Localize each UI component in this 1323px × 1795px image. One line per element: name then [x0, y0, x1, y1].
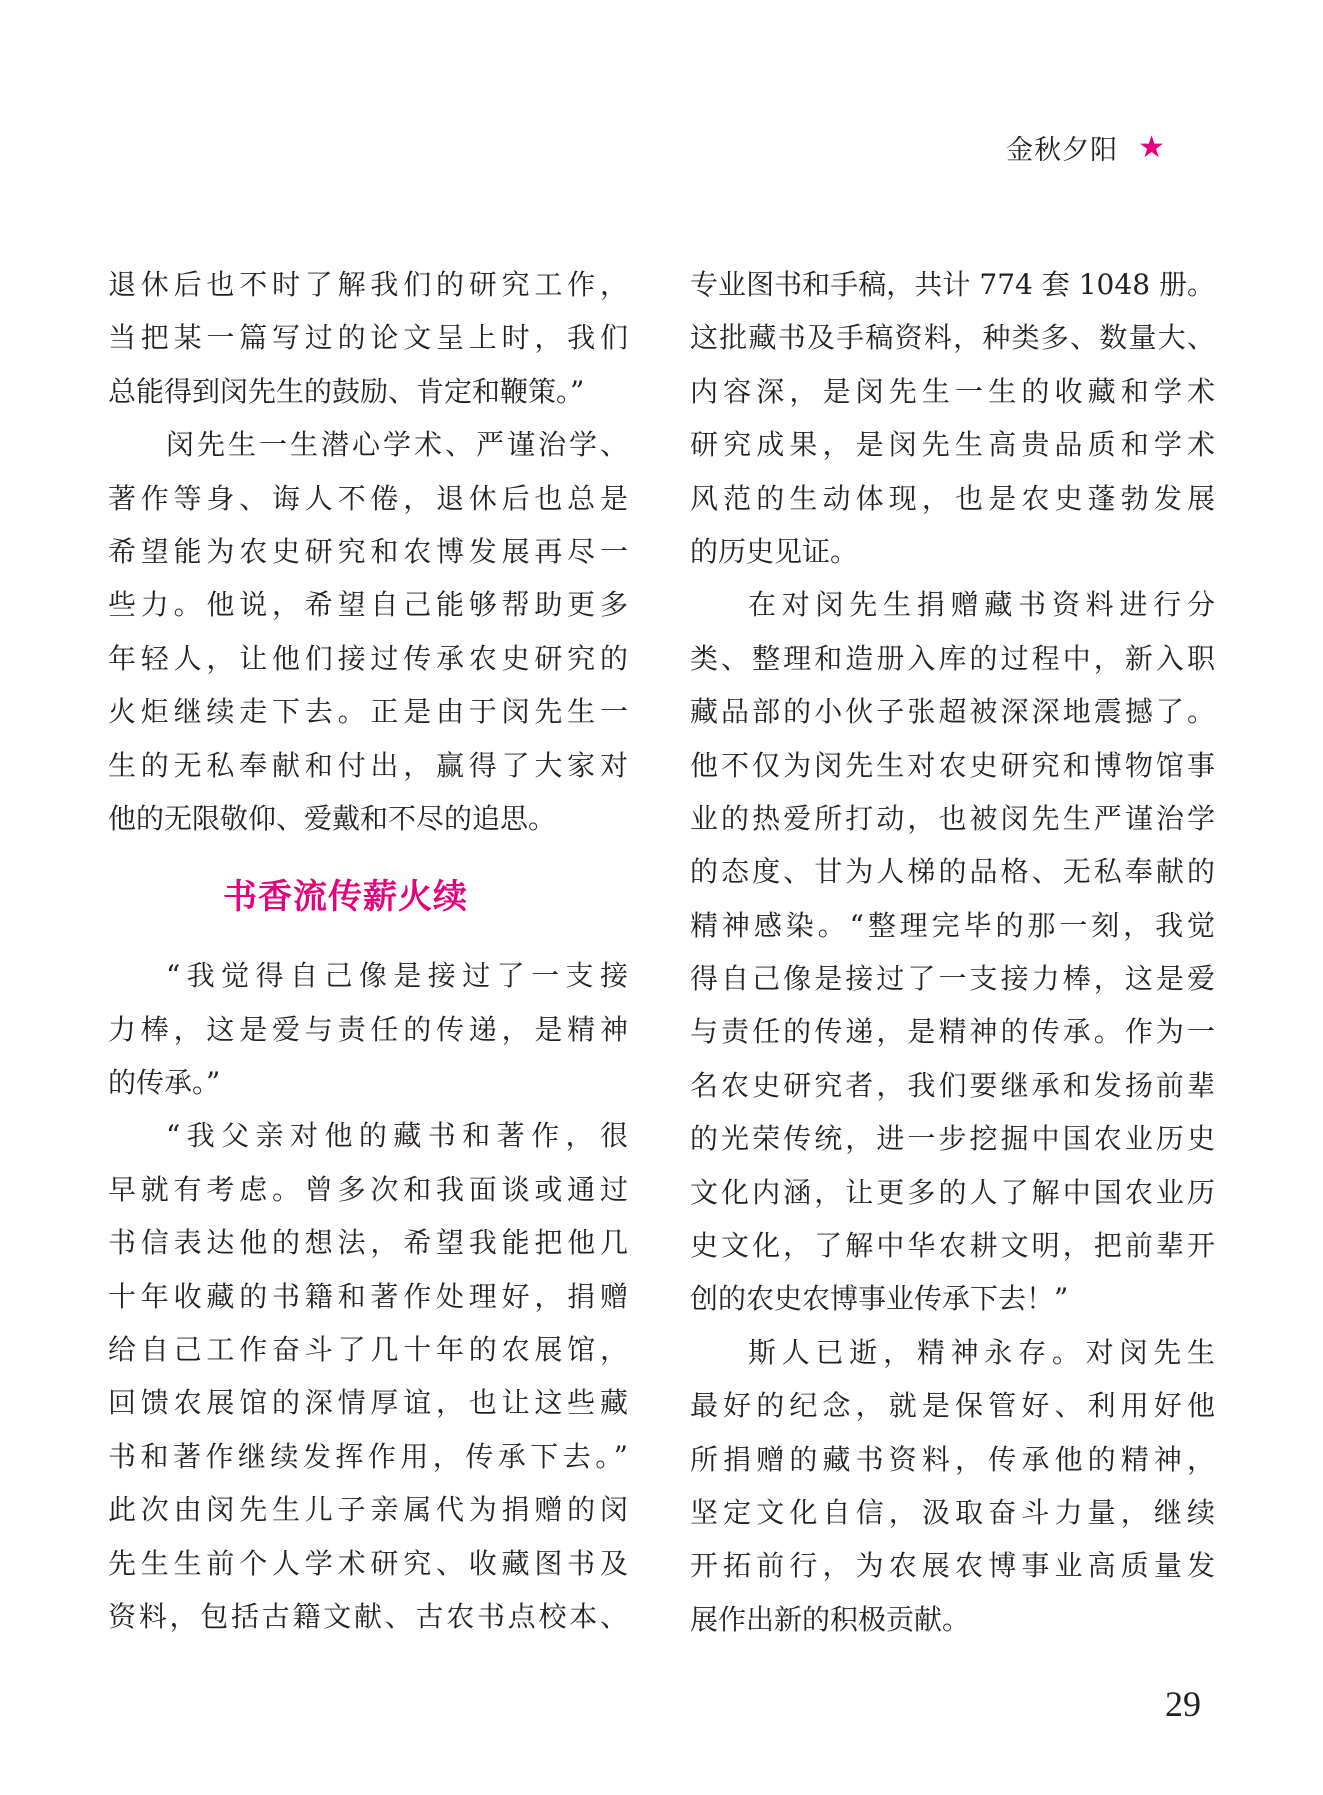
text-line: 此次由闵先生儿子亲属代为捐赠的闵 [108, 1493, 628, 1527]
text-line: 给自己工作奋斗了几十年的农展馆， [108, 1333, 628, 1367]
text-line: 书和著作继续发挥作用，传承下去。” [108, 1439, 628, 1473]
section-title: 金秋夕阳 [1006, 135, 1119, 166]
text-line: 得自己像是接过了一支接力棒，这是爱 [690, 962, 1215, 996]
text-line: 开拓前行，为农展农博事业高质量发 [690, 1549, 1215, 1583]
text-line: 总能得到闵先生的鼓励、肯定和鞭策。” [108, 374, 585, 408]
text-line: 史文化，了解中华农耕文明，把前辈开 [690, 1229, 1215, 1263]
text-line: 的传承。” [108, 1066, 221, 1100]
text-line: “我父亲对他的藏书和著作，很 [166, 1119, 628, 1153]
text-line: 斯人已逝，精神永存。对闵先生 [748, 1335, 1215, 1369]
text-line: 先生生前个人学术研究、收藏图书及 [108, 1546, 628, 1580]
text-line: 精神感染。“整理完毕的那一刻，我觉 [690, 908, 1215, 942]
text-line: 火炬继续走下去。正是由于闵先生一 [108, 695, 628, 729]
text-line: 他不仅为闵先生对农史研究和博物馆事 [690, 748, 1215, 782]
left-column [108, 258, 628, 1643]
text-line: 坚定文化自信，汲取奋斗力量，继续 [690, 1495, 1215, 1529]
text-line: 早就有考虑。曾多次和我面谈或通过 [108, 1172, 628, 1206]
text-line: 年轻人，让他们接过传承农史研究的 [108, 641, 628, 675]
text-line: 些力。他说，希望自己能够帮助更多 [108, 588, 628, 622]
star-icon: ★ [1138, 129, 1165, 165]
text-line: 闵先生一生潜心学术、严谨治学、 [166, 428, 628, 462]
text-line: 内容深，是闵先生一生的收藏和学术 [690, 374, 1215, 408]
text-line: 希望能为农史研究和农博发展再尽一 [108, 534, 628, 568]
text-line: 这批藏书及手稿资料，种类多、数量大、 [690, 321, 1215, 355]
page-number: 29 [1165, 1684, 1201, 1724]
text-line: 展作出新的积极贡献。 [690, 1602, 971, 1636]
text-line: 当把某一篇写过的论文呈上时，我们 [108, 321, 628, 355]
text-line: 业的热爱所打动，也被闵先生严谨治学 [690, 801, 1215, 835]
text-line: 创的农史农博事业传承下去！” [690, 1282, 1069, 1316]
text-line: 研究成果，是闵先生高贵品质和学术 [690, 428, 1215, 462]
text-line: 资料，包括古籍文献、古农书点校本、 [108, 1599, 628, 1633]
text-line: 在对闵先生捐赠藏书资料进行分 [748, 588, 1215, 622]
text-line: 的历史见证。 [690, 534, 859, 568]
text-line: 名农史研究者，我们要继承和发扬前辈 [690, 1068, 1215, 1102]
text-line: 类、整理和造册入库的过程中，新入职 [690, 641, 1215, 675]
text-line: 生的无私奉献和付出，赢得了大家对 [108, 748, 628, 782]
text-line: 的态度、甘为人梯的品格、无私奉献的 [690, 855, 1215, 889]
text-line: 著作等身、诲人不倦，退休后也总是 [108, 481, 628, 515]
text-line: 文化内涵，让更多的人了解中国农业历 [690, 1175, 1215, 1209]
section-heading: 书香流传薪火续 [223, 877, 468, 918]
text-line: 书信表达他的想法，希望我能把他几 [108, 1226, 628, 1260]
text-line: 的光荣传统，进一步挖掘中国农业历史 [690, 1122, 1215, 1156]
right-column [690, 258, 1215, 1646]
text-line: 他的无限敬仰、爱戴和不尽的追思。 [108, 801, 557, 835]
text-line: 退休后也不时了解我们的研究工作， [108, 268, 628, 301]
text-line: 所捐赠的藏书资料，传承他的精神， [690, 1442, 1215, 1476]
text-line: 最好的纪念，就是保管好、利用好他 [690, 1389, 1215, 1423]
text-line: 力棒，这是爱与责任的传递，是精神 [108, 1012, 628, 1046]
text-line: 风范的生动体现，也是农史蓬勃发展 [690, 481, 1215, 515]
text-line: 十年收藏的书籍和著作处理好，捐赠 [108, 1279, 628, 1313]
text-line: 藏品部的小伙子张超被深深地震撼了。 [690, 695, 1215, 729]
text-line: “我觉得自己像是接过了一支接 [166, 959, 628, 993]
text-line: 专业图书和手稿，共计 774 套 1048 册。 [690, 268, 1215, 301]
text-line: 与责任的传递，是精神的传承。作为一 [690, 1015, 1215, 1049]
text-line: 回馈农展馆的深情厚谊，也让这些藏 [108, 1386, 628, 1420]
running-header [1006, 128, 1165, 167]
